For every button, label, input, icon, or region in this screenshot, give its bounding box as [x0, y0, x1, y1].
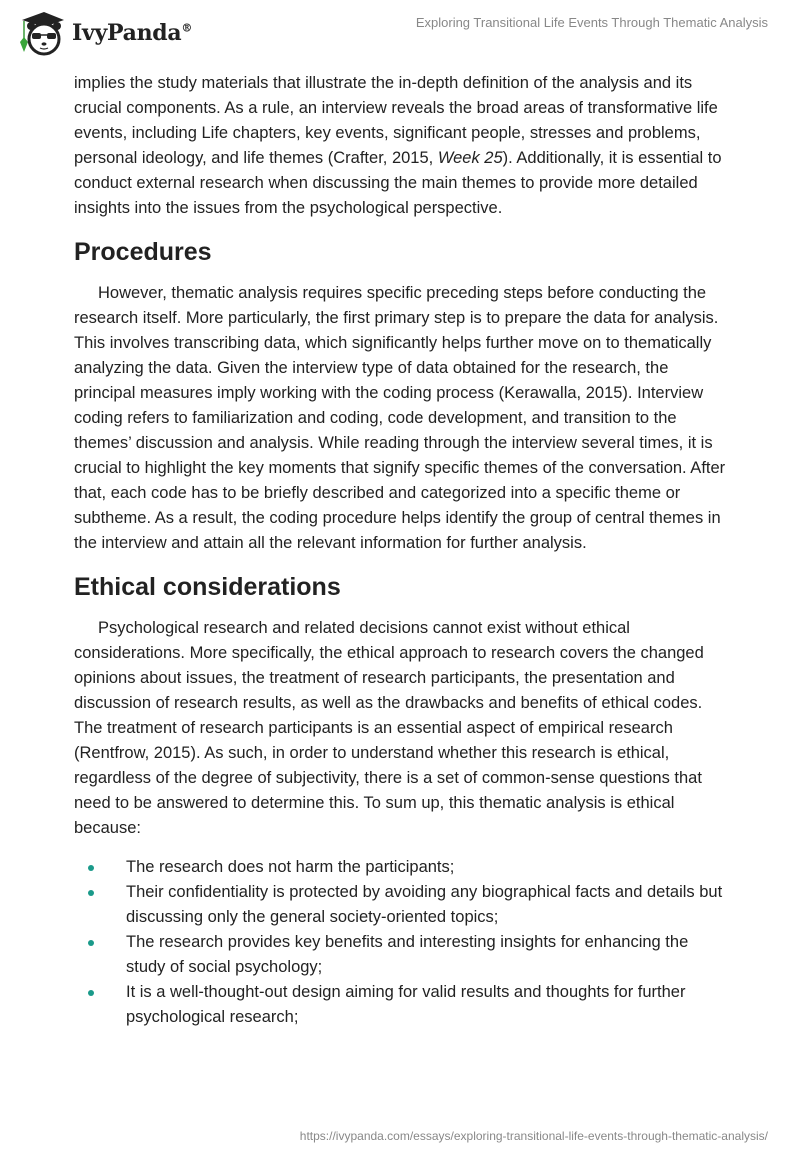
- list-item-text: Their confidentiality is protected by avoiding any biographical facts and details but discussing only the general society-oriented topics;: [126, 883, 723, 926]
- bullet-icon: [88, 990, 94, 996]
- intro-text: implies the study materials that illustrate the in-depth definition of the analysis and its crucial components. As a rule, an interview reveals the broad areas of transformative life events, including Life chapters, key events, significant people, stresses and problems, personal ideology, and life themes (Crafter, 2015,: [74, 74, 718, 167]
- document-title: Exploring Transitional Life Events Through Thematic Analysis: [415, 15, 768, 30]
- list-item-text: The research provides key benefits and interesting insights for enhancing the study of social psychology;: [126, 933, 689, 976]
- logo-text: [72, 20, 192, 46]
- procedures-paragraph: However, thematic analysis requires specific preceding steps before conducting the research itself. More particularly, the first primary step is to prepare the data for analysis. This involves transcribing data, which significantly helps further move on to thematically analyzing the data. Given the interview type of data obtained for the research, the principal measures imply working with the coding process (Kerawalla, 2015). Interview coding refers to familiarization and coding, code development, and transition to the themes’ discussion and analysis. While reading through the interview several times, it is crucial to highlight the key moments that signify specific themes of the conversation. After that, each code has to be briefly described and categorized into a specific theme or subtheme. As a result, the coding procedure helps identify the group of central themes in the interview and attain all the relevant information for further analysis.: [74, 284, 726, 552]
- bullet-icon: [88, 890, 94, 896]
- list-item: [74, 880, 728, 930]
- bullet-icon: [88, 940, 94, 946]
- list-item: [74, 980, 728, 1030]
- source-url[interactable]: https://ivypanda.com/essays/exploring-transitional-life-events-through-thematic-analysis/: [299, 1129, 768, 1143]
- intro-text-end: ). Additionally, it is essential to conduct external research when discussing the main themes to provide more detailed insights into the issues from the psychological perspective.: [74, 149, 722, 217]
- list-item: [74, 930, 728, 980]
- intro-italic: Week 25: [437, 149, 503, 167]
- ivypanda-logo[interactable]: [18, 10, 192, 56]
- logo-name: IvyPanda: [72, 20, 182, 46]
- intro-paragraph: [74, 71, 728, 221]
- panda-graduate-icon: [18, 10, 64, 56]
- registered-mark: ®: [181, 21, 193, 35]
- bullet-icon: [88, 865, 94, 871]
- essay-body: [74, 71, 728, 1030]
- procedures-heading: Procedures: [74, 238, 212, 266]
- ethics-heading: Ethical considerations: [74, 573, 341, 601]
- list-item-text: The research does not harm the participants;: [126, 858, 455, 876]
- ethics-list: [74, 855, 728, 1030]
- ethics-paragraph: Psychological research and related decisions cannot exist without ethical considerations. More specifically, the ethical approach to research covers the changed opinions about issues, the treatment of research participants, the presentation and discussion of research results, as well as the drawbacks and benefits of ethical codes. The treatment of research participants is an essential aspect of empirical research (Rentfrow, 2015). As such, in order to understand whether this research is ethical, regardless of the degree of subjectivity, there is a set of common-sense questions that need to be answered to determine this. To sum up, this thematic analysis is ethical because:: [74, 619, 704, 837]
- list-item-text: It is a well-thought-out design aiming for valid results and thoughts for further psychological research;: [126, 983, 686, 1026]
- page-header: [0, 0, 800, 62]
- list-item: [74, 855, 728, 880]
